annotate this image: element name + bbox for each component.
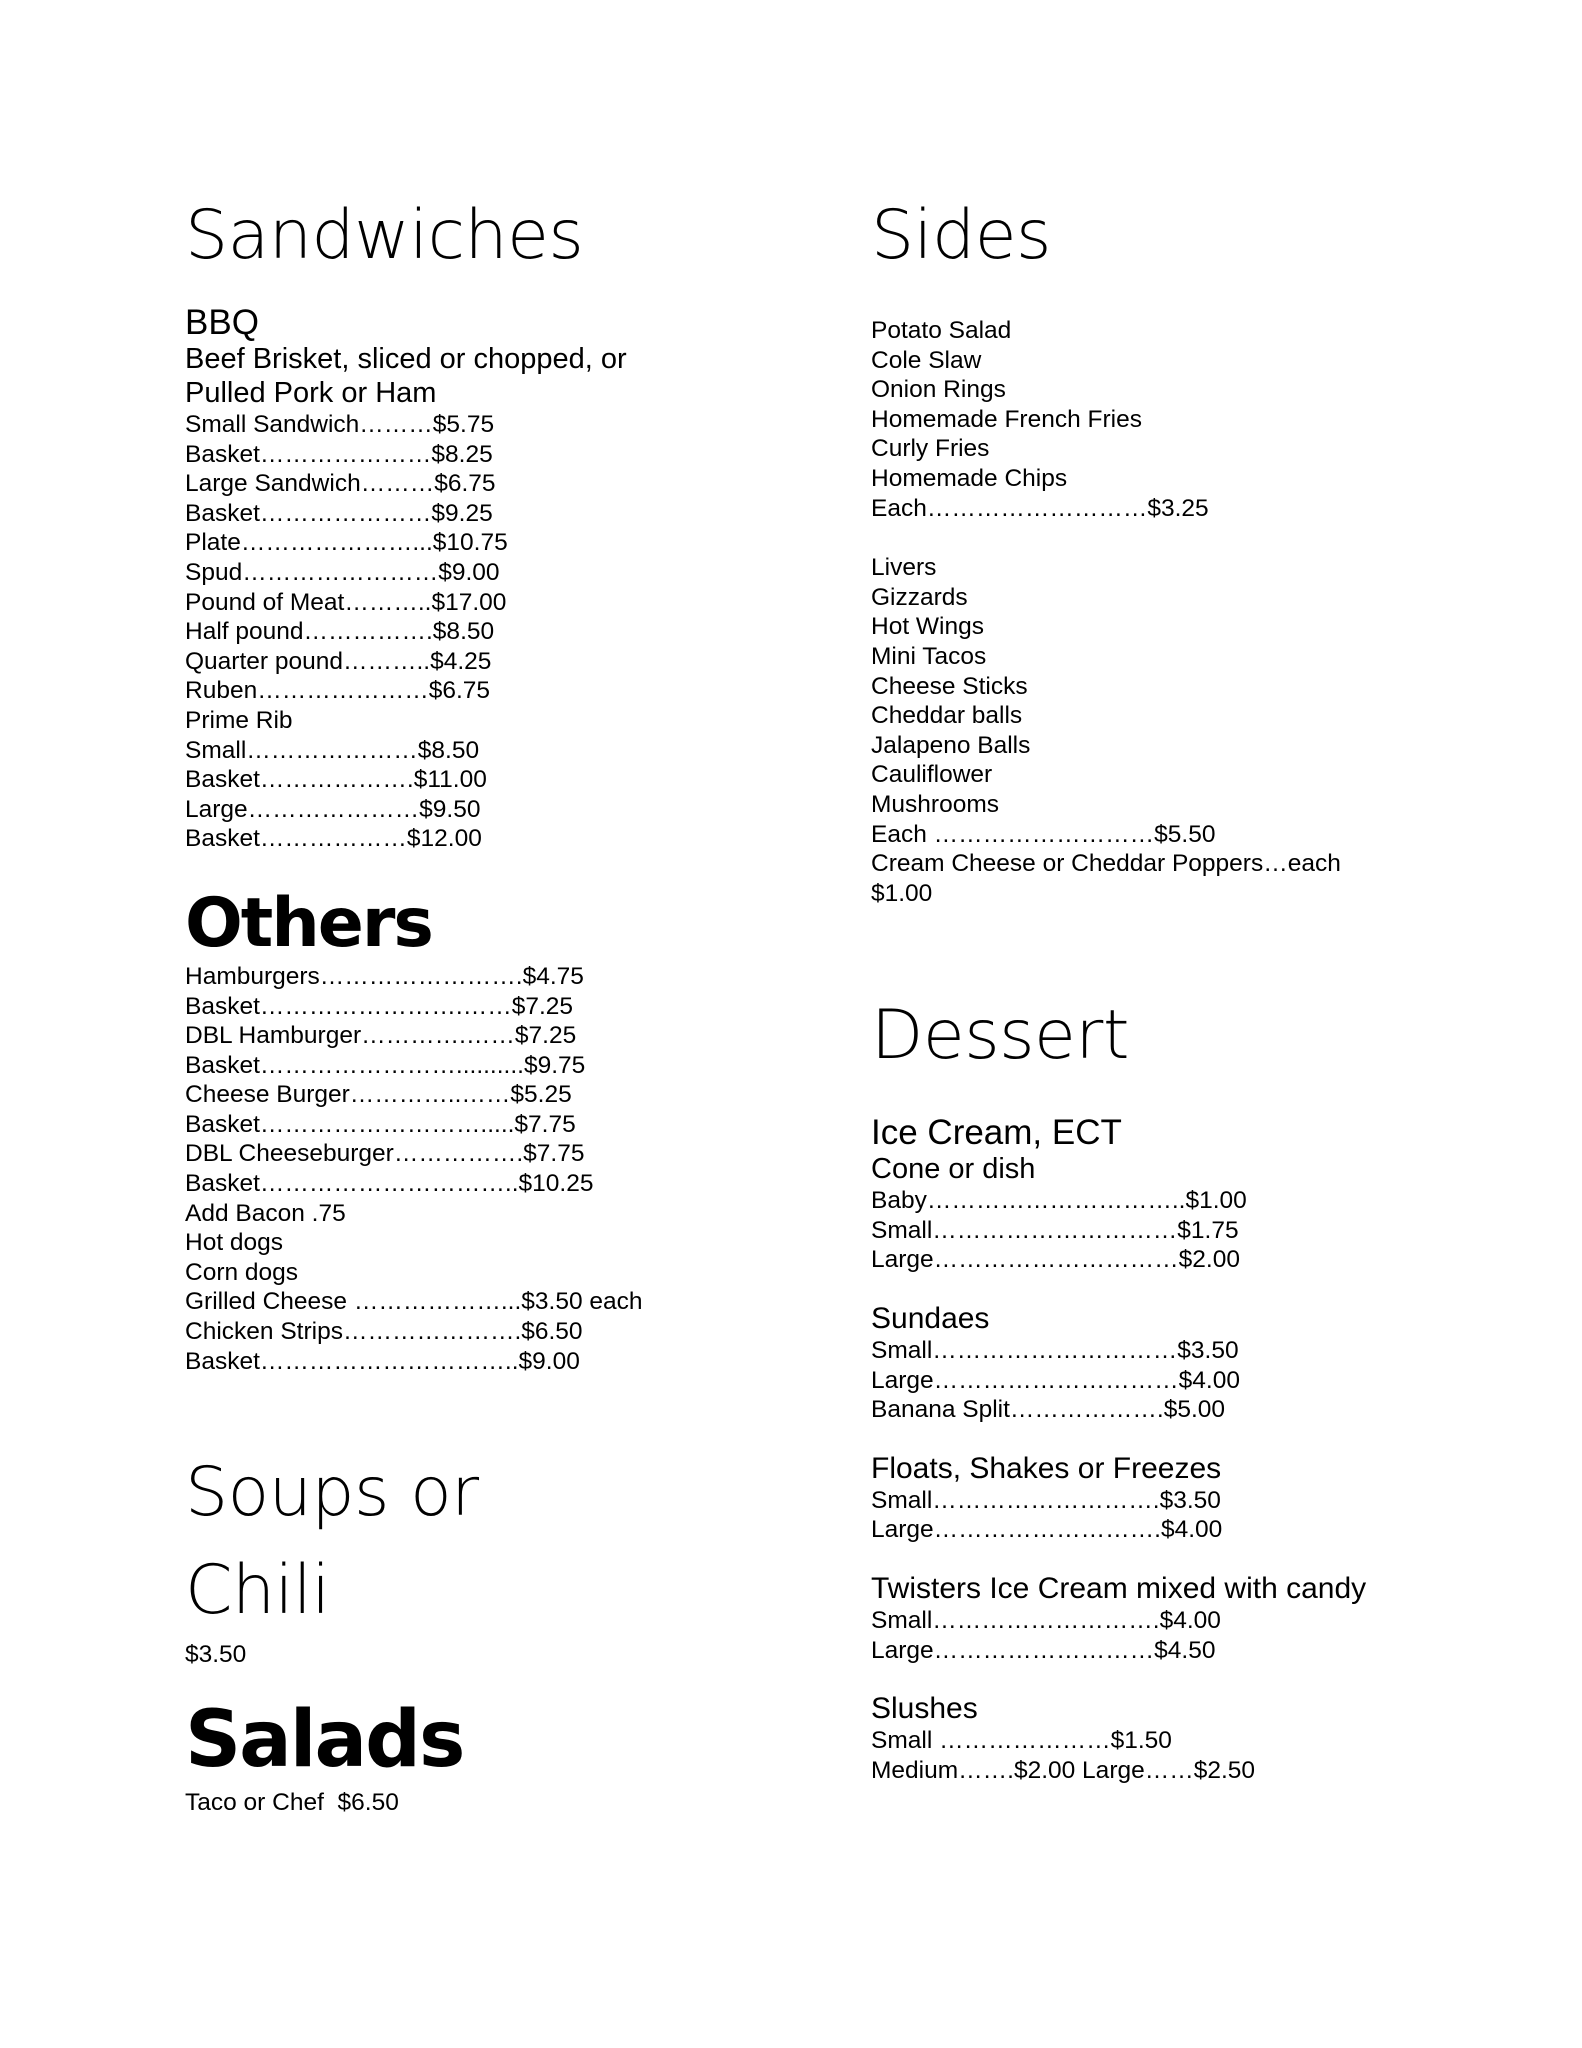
- menu-item: Basket…………………$8.25: [185, 440, 493, 468]
- menu-item: Basket…………………….……$7.25: [185, 992, 574, 1020]
- menu-item: Spud……………………$9.00: [185, 558, 500, 586]
- sides-group-two: [871, 553, 1491, 908]
- menu-item: Cheddar balls: [871, 702, 1023, 730]
- salads-title: Salads: [185, 1694, 464, 1785]
- menu-item: Basket…………………$9.25: [185, 499, 493, 527]
- menu-item: Small Sandwich………$5.75: [185, 411, 495, 438]
- ice-cream-heading: Ice Cream, ECT: [871, 1113, 1122, 1153]
- menu-item: Potato Salad: [871, 317, 1012, 344]
- left-column: [185, 198, 825, 1817]
- menu-item: Cheese Sticks: [871, 672, 1028, 700]
- menu-item: Cole Slaw: [871, 346, 982, 374]
- right-column: [871, 198, 1491, 1785]
- menu-item: Large………………………$4.50: [871, 1636, 1216, 1664]
- menu-item: Large Sandwich………$6.75: [185, 470, 496, 498]
- others-title: Others: [185, 883, 432, 963]
- menu-item: Basket……………….$11.00: [185, 766, 487, 794]
- soups-price: $3.50: [185, 1641, 247, 1669]
- menu-item: Curly Fries: [871, 435, 990, 463]
- menu-item: Large…………………………$2.00: [871, 1246, 1240, 1274]
- menu-item: Livers: [871, 554, 937, 582]
- menu-item: DBL Hamburger………….……$7.25: [185, 1022, 577, 1050]
- menu-item: Gizzards: [871, 583, 968, 611]
- soups-title-line: Soups or: [185, 1453, 479, 1533]
- menu-item: Large……………………….$4.00: [871, 1516, 1223, 1544]
- menu-item: Small……………………….$3.50: [871, 1486, 1221, 1514]
- menu-item: Cauliflower: [871, 761, 993, 789]
- menu-item: Cream Cheese or Cheddar Poppers…each: [871, 850, 1341, 878]
- floats-heading: Floats, Shakes or Freezes: [871, 1451, 1222, 1485]
- menu-item: Basket……………………..........$9.75: [185, 1051, 586, 1079]
- menu-item: Small…………………$8.50: [185, 736, 480, 764]
- menu-item: Small…………………………$3.50: [871, 1337, 1239, 1365]
- menu-item: Small …………………$1.50: [871, 1727, 1172, 1755]
- sandwiches-title: Sandwiches: [185, 196, 584, 275]
- menu-item: Homemade French Fries: [871, 405, 1142, 433]
- menu-item: Prime Rib: [185, 706, 293, 734]
- menu-item: Quarter pound………..$4.25: [185, 647, 492, 675]
- sundaes-heading: Sundaes: [871, 1302, 990, 1336]
- menu-item: Large…………………$9.50: [185, 795, 481, 823]
- menu-item: Corn dogs: [185, 1258, 299, 1286]
- menu-item: Small…………………………$1.75: [871, 1216, 1239, 1244]
- menu-item: Baby…………………………..$1.00: [871, 1187, 1247, 1215]
- sandwich-price-list: [185, 410, 825, 854]
- menu-item: Large…………………………$4.00: [871, 1366, 1240, 1394]
- dessert-title: Dessert: [871, 996, 1130, 1076]
- menu-item: Banana Split……………….$5.00: [871, 1396, 1226, 1424]
- menu-item: Ruben…………………$6.75: [185, 677, 491, 705]
- menu-item: Grilled Cheese ………………...$3.50 each: [185, 1288, 643, 1316]
- sides-title: Sides: [871, 196, 1051, 275]
- salads-line: Taco or Chef $6.50: [185, 1788, 399, 1816]
- menu-item: Each………………………$3.25: [871, 494, 1209, 522]
- menu-item: Hot Wings: [871, 613, 985, 641]
- menu-item: Homemade Chips: [871, 464, 1068, 492]
- menu-item: Basket…………………………..$9.00: [185, 1347, 580, 1375]
- menu-item: Chicken Strips………………….$6.50: [185, 1318, 583, 1346]
- bbq-description-line: Pulled Pork or Ham: [185, 377, 437, 409]
- menu-item: Each ………………………$5.50: [871, 820, 1216, 848]
- menu-item: Add Bacon .75: [185, 1199, 346, 1227]
- twisters-heading: Twisters Ice Cream mixed with candy: [871, 1572, 1367, 1606]
- cone-heading: Cone or dish: [871, 1153, 1036, 1186]
- menu-item: Basket………………$12.00: [185, 825, 482, 853]
- menu-item: Basket……………………….....$7.75: [185, 1110, 576, 1138]
- menu-item: $1.00: [871, 879, 933, 907]
- menu-item: Small……………………….$4.00: [871, 1607, 1221, 1635]
- menu-item: DBL Cheeseburger…………….$7.75: [185, 1140, 585, 1168]
- menu-item: Hot dogs: [185, 1229, 284, 1257]
- menu-item: Basket…………………………..$10.25: [185, 1170, 594, 1198]
- bbq-heading: BBQ: [185, 303, 259, 342]
- menu-item: Hamburgers…………………….$4.75: [185, 962, 584, 990]
- others-price-list: [185, 962, 825, 1376]
- menu-item: Mini Tacos: [871, 642, 987, 670]
- menu-item: Medium…….$2.00 Large……$2.50: [871, 1756, 1256, 1784]
- menu-item: Onion Rings: [871, 376, 1006, 404]
- menu-item: Pound of Meat………..$17.00: [185, 588, 507, 616]
- menu-item: Cheese Burger…………..……$5.25: [185, 1081, 572, 1109]
- bbq-description-line: Beef Brisket, sliced or chopped, or: [185, 343, 627, 375]
- sides-group-one: [871, 316, 1491, 523]
- menu-item: Plate…………………...$10.75: [185, 529, 508, 557]
- menu-item: Mushrooms: [871, 790, 999, 818]
- slushes-heading: Slushes: [871, 1692, 978, 1726]
- soups-title-line: Chili: [185, 1551, 330, 1631]
- menu-item: Jalapeno Balls: [871, 731, 1031, 759]
- menu-item: Half pound…………….$8.50: [185, 618, 495, 646]
